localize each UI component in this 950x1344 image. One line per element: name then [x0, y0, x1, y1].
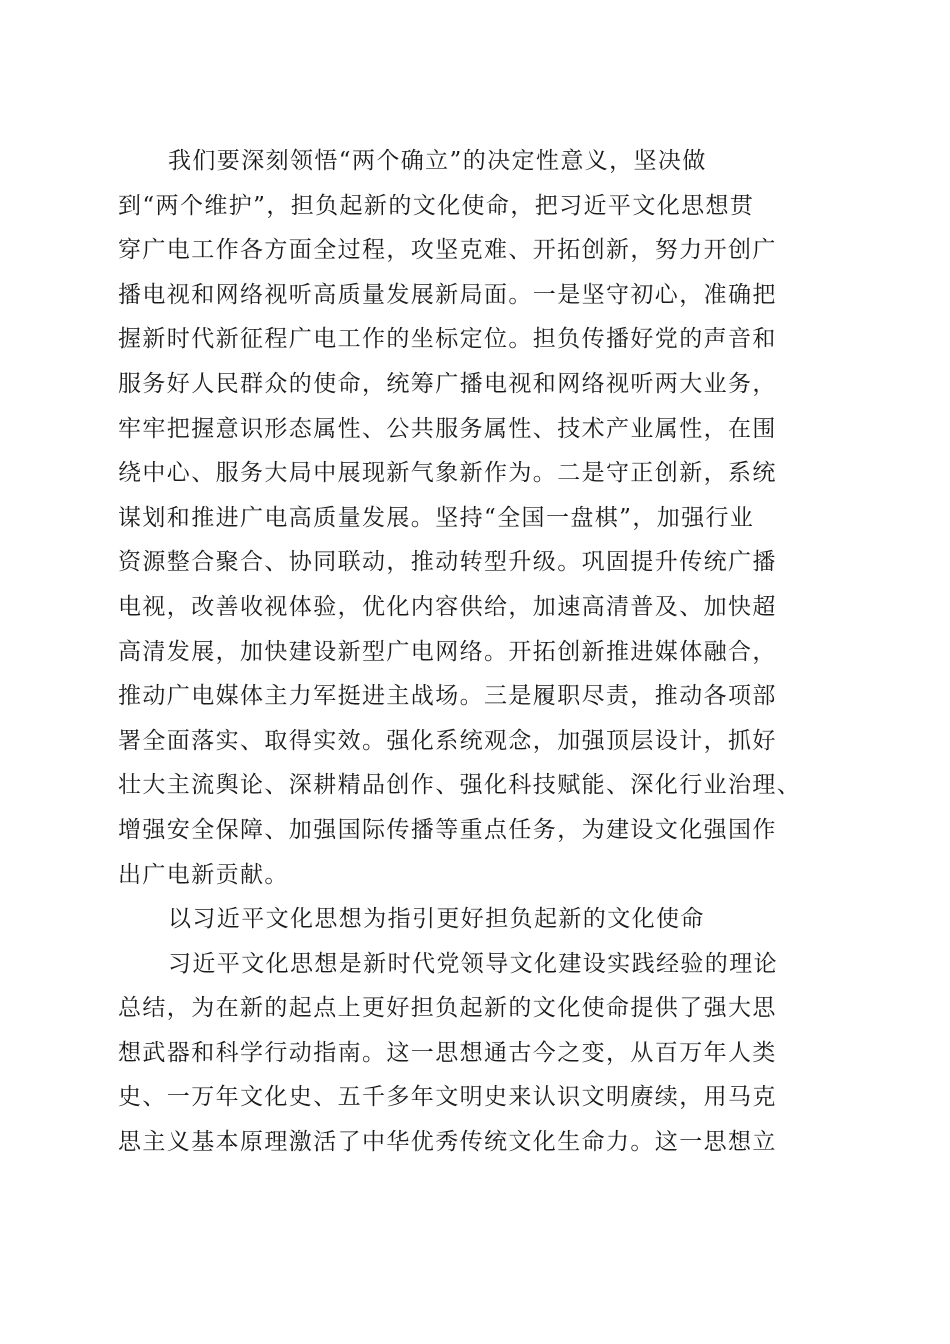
paragraph-line: 出广电新贡献。 [118, 861, 289, 888]
paragraph-line: 高清发展，加快建设新型广电网络。开拓创新推进媒体融合， [118, 638, 777, 665]
paragraph-line: 到“两个维护”，担负起新的文化使命，把习近平文化思想贯 [118, 192, 755, 219]
paragraph-line: 资源整合聚合、协同联动，推动转型升级。巩固提升传统广播 [118, 549, 777, 576]
paragraph-line: 推动广电媒体主力军挺进主战场。三是履职尽责，推动各项部 [118, 683, 777, 710]
paragraph-line: 我们要深刻领悟“两个确立”的决定性意义，坚决做 [168, 148, 707, 174]
section-heading: 以习近平文化思想为指引更好担负起新的文化使命 [168, 906, 705, 933]
paragraph-line: 谋划和推进广电高质量发展。坚持“全国一盘棋”，加强行业 [118, 504, 755, 531]
paragraph-line: 电视，改善收视体验，优化内容供给，加速高清普及、加快超 [118, 593, 777, 620]
paragraph-line: 增强安全保障、加强国际传播等重点任务，为建设文化强国作 [118, 816, 777, 843]
paragraph-line: 想武器和科学行动指南。这一思想通古今之变，从百万年人类 [118, 1039, 777, 1066]
paragraph-line: 服务好人民群众的使命，统筹广播电视和网络视听两大业务， [118, 370, 777, 397]
paragraph-line: 播电视和网络视听高质量发展新局面。一是坚守初心，准确把 [118, 281, 777, 308]
paragraph-line: 绕中心、服务大局中展现新气象新作为。二是守正创新，系统 [118, 460, 777, 487]
paragraph-line: 握新时代新征程广电工作的坐标定位。担负传播好党的声音和 [118, 326, 777, 353]
paragraph-line: 牢牢把握意识形态属性、公共服务属性、技术产业属性，在围 [118, 415, 777, 442]
paragraph-line: 壮大主流舆论、深耕精品创作、强化科技赋能、深化行业治理、 [118, 772, 802, 799]
paragraph-line: 总结，为在新的起点上更好担负起新的文化使命提供了强大思 [118, 995, 777, 1022]
paragraph-line: 穿广电工作各方面全过程，攻坚克难、开拓创新，努力开创广 [118, 237, 777, 264]
paragraph-line: 署全面落实、取得实效。强化系统观念，加强顶层设计，抓好 [118, 727, 777, 754]
paragraph-line: 习近平文化思想是新时代党领导文化建设实践经验的理论 [168, 950, 778, 977]
body-text [118, 139, 830, 1165]
paragraph-line: 史、一万年文化史、五千多年文明史来认识文明赓续，用马克 [118, 1084, 777, 1111]
paragraph-line: 思主义基本原理激活了中华优秀传统文化生命力。这一思想立 [118, 1129, 777, 1156]
